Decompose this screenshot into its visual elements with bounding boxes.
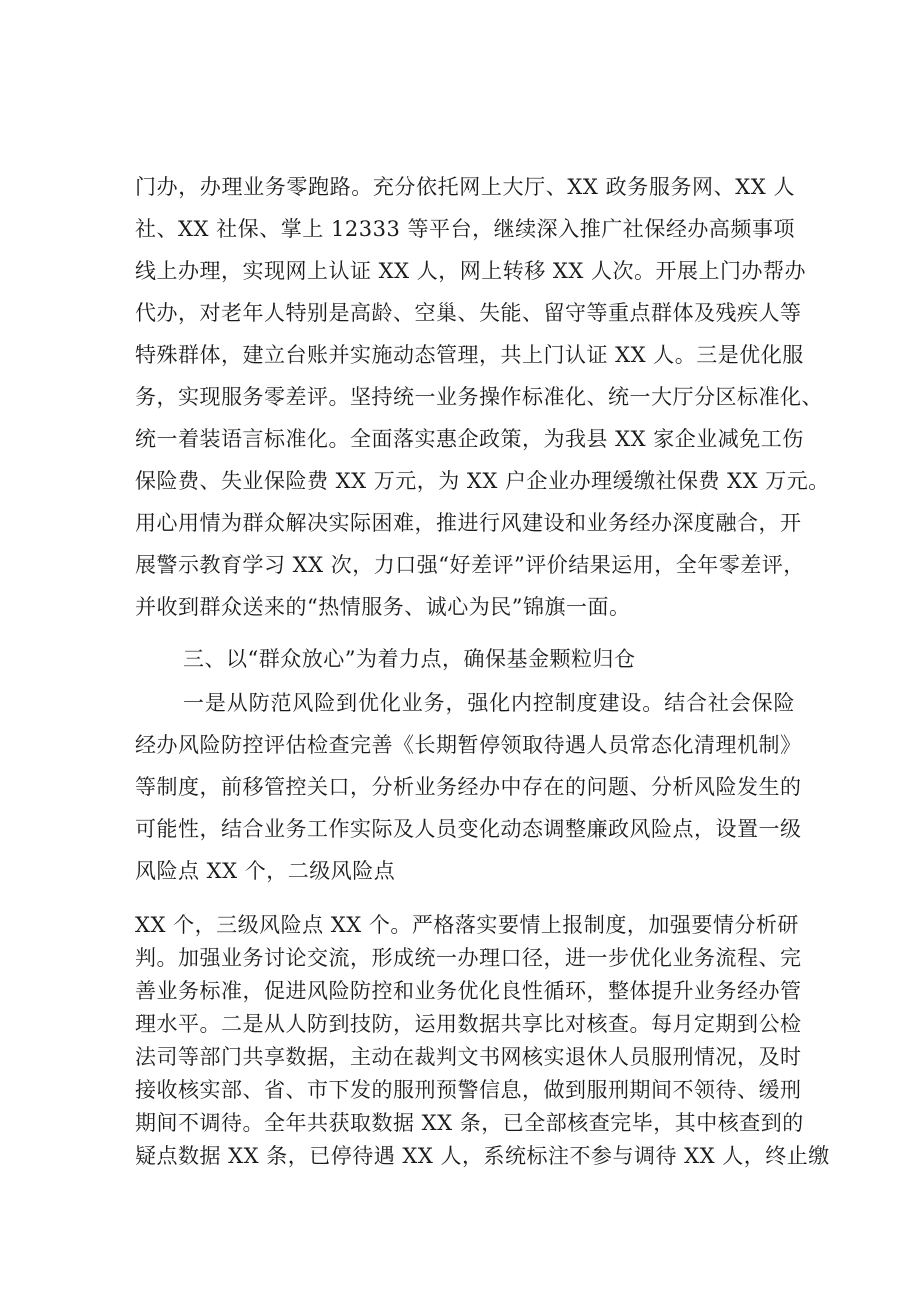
text-line: 等制度，前移管控关口，分析业务经办中存在的问题、分析风险发生的 <box>135 775 802 799</box>
text-line: 可能性，结合业务工作实际及人员变化动态调整廉政风险点，设置一级 <box>135 817 802 841</box>
text-line: 门办，办理业务零跑路。充分依托网上大厅、XX 政务服务网、XX 人 <box>135 175 795 199</box>
text-line: 用心用情为群众解决实际困难，推进行风建设和业务经办深度融合，开 <box>135 511 802 535</box>
text-line: 疑点数据 XX 条，已停待遇 XX 人，系统标注不参与调待 XX 人，终止缴 <box>135 1144 830 1168</box>
paragraph-service <box>135 166 830 628</box>
text-line: 善业务标准，促进风险防控和业务优化良性循环，整体提升业务经办管 <box>135 979 802 1003</box>
text-line: 理水平。二是从人防到技防，运用数据共享比对核查。每月定期到公检 <box>135 1012 802 1036</box>
text-line: 法司等部门共享数据，主动在裁判文书网核实退休人员服刑情况，及时 <box>135 1045 802 1069</box>
section-heading: 三、以“群众放心”为着力点，确保基金颗粒归仓 <box>183 647 636 671</box>
text-line: 统一着装语言标准化。全面落实惠企政策，为我县 XX 家企业减免工伤 <box>135 427 804 451</box>
text-line: 特殊群体，建立台账并实施动态管理，共上门认证 XX 人。三是优化服 <box>135 343 804 367</box>
text-line: 保险费、失业保险费 XX 万元，为 XX 户企业办理缓缴社保费 XX 万元。 <box>135 469 830 493</box>
text-line: 并收到群众送来的“热情服务、诚心为民”锦旗一面。 <box>135 595 631 619</box>
text-line: 展警示教育学习 XX 次，力口强“好差评”评价结果运用，全年零差评， <box>135 553 805 577</box>
text-line: 经办风险防控评估检查完善《长期暂停领取待遇人员常态化清理机制》 <box>135 733 802 757</box>
text-line: 社、XX 社保、掌上 12333 等平台，继续深入推广社保经办高频事项 <box>135 217 795 241</box>
paragraph-risk-control <box>135 682 802 892</box>
text-line: 判。加强业务讨论交流，形成统一办理口径，进一步优化业务流程、完 <box>135 946 802 970</box>
text-line: 接收核实部、省、市下发的服刑预警信息，做到服刑期间不领待、缓刑 <box>135 1078 802 1102</box>
text-line: 线上办理，实现网上认证 XX 人，网上转移 XX 人次。开展上门办帮办 <box>135 259 806 283</box>
text-line: XX 个，三级风险点 XX 个。严格落实要情上报制度，加强要情分析研 <box>135 913 799 937</box>
text-line: 代办，对老年人特别是高龄、空巢、失能、留守等重点群体及残疾人等 <box>135 301 802 325</box>
text-line: 一是从防范风险到优化业务，强化内控制度建设。结合社会保险 <box>183 691 795 715</box>
text-line: 务，实现服务零差评。坚持统一业务操作标准化、统一大厅分区标准化、 <box>135 385 823 409</box>
text-line: 风险点 XX 个，二级风险点 <box>135 859 396 883</box>
paragraph-data-check <box>135 909 830 1173</box>
text-line: 期间不调待。全年共获取数据 XX 条，已全部核查完毕，其中核查到的 <box>135 1111 804 1135</box>
